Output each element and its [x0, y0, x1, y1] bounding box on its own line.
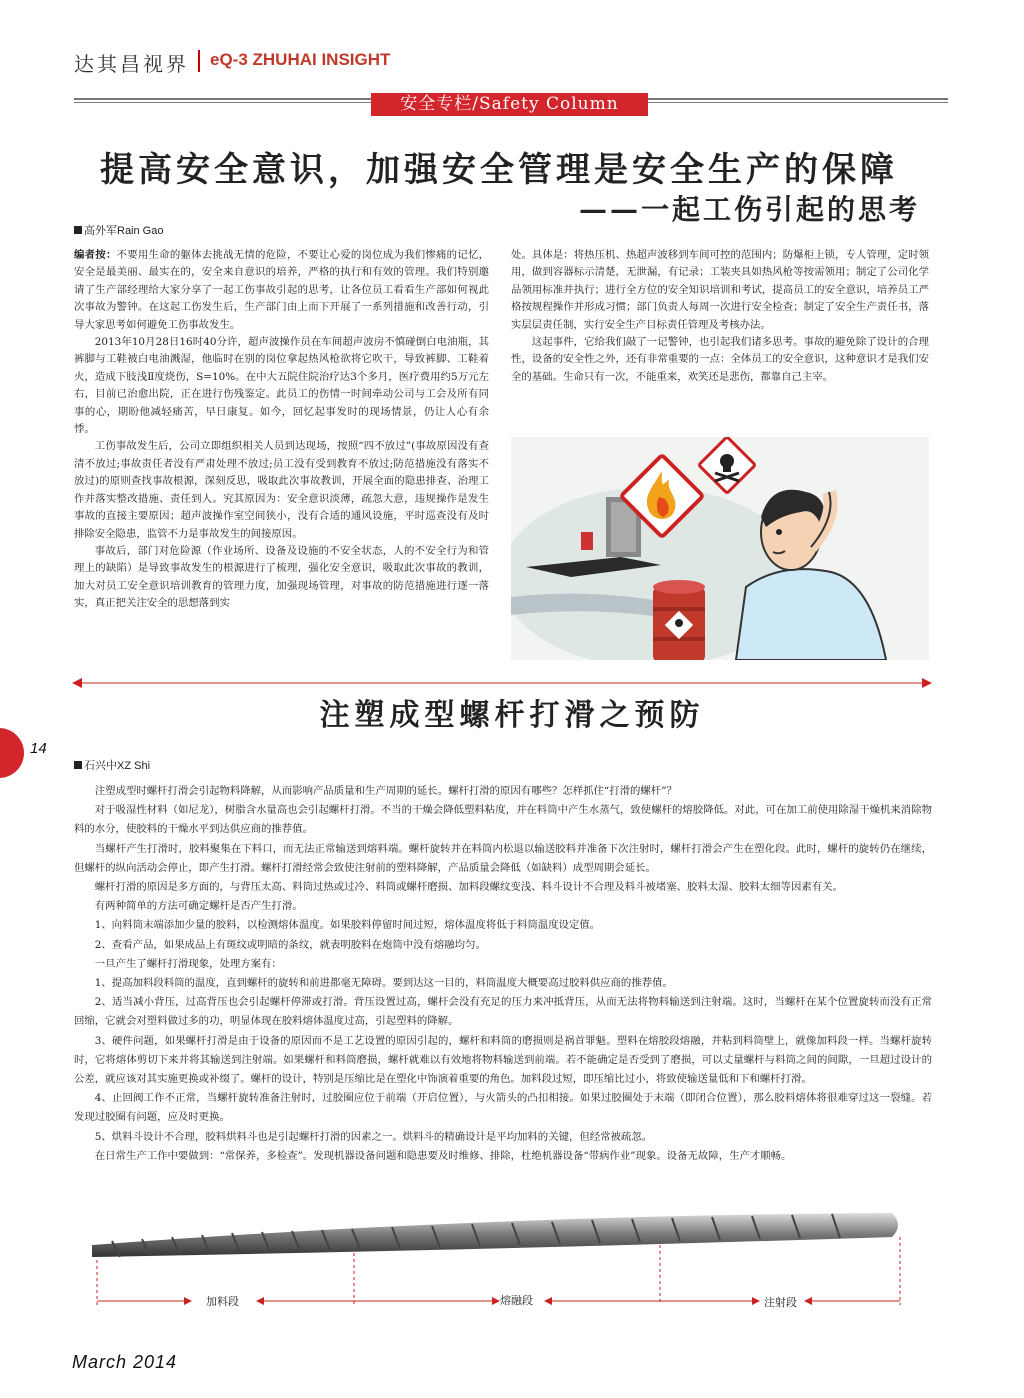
article1-paragraph: 工伤事故发生后，公司立即组织相关人员到达现场，按照“四不放过”(事故原因没有查清不放过;事故责任者没有严肃处理不放过;员工没有受到教育不放过;防范措施没有落实不放过)的原则查找事故根源，深刻反思，吸取此次事故教训，开展全面的隐患排查、治理工作并落实整改措施、责任到人。究其原因为：安全意识淡薄，疏忽大意，违规操作是发生事故的直接主要原因；超声波操作室空间狭小，没有合适的通风设施，平时巡查没有及时排除安全隐患，监管不力是事故发生的间接原因。: [74, 440, 489, 540]
screw-section-feed: 加料段: [206, 1295, 239, 1308]
article2-byline: [74, 757, 150, 773]
article1-paragraph: 这起事件，它给我们敲了一记警钟，也引起我们诸多思考。事故的避免除了设计的合理性，设备的安全性之外，还有非常重要的一点：全体员工的安全意识，这种意识才是我们安全的基础。生命只有一次，不能重来，欢笑还是悲伤，都靠自己主宰。: [511, 336, 929, 383]
editor-label: 编者按：: [74, 249, 117, 261]
article2-paragraph: 螺杆打滑的原因是多方面的，与背压太高、料筒过热或过冷、料筒或螺杆磨损、加料段螺纹变浅、料斗设计不合理及料斗被堵塞、胶料太湿、胶料太细等因素有关。: [94, 881, 843, 894]
article2-paragraph: 4、止回阀工作不正常，当螺杆旋转准备注射时，过胶圈应位于前端（开启位置），与火箭头的凸扣相接。如果过胶圈处于末端（即闭合位置），那么胶料熔体将很难穿过这一裂缝。若发现过胶圈有问题，应及时更换。: [74, 1092, 932, 1124]
article1-right-column: [511, 247, 929, 386]
editor-note: [74, 247, 489, 334]
screw-section-melt: 熔融段: [500, 1294, 533, 1307]
page-number-marker: [0, 728, 24, 778]
worried-worker-illustration: [511, 437, 929, 660]
article2-paragraph: 2、查看产品，如果成品上有斑纹或明暗的条纹，就表明胶料在炮筒中没有熔融均匀。: [94, 938, 486, 951]
article2-title: 注塑成型螺杆打滑之预防: [319, 698, 705, 733]
section-banner: 安全专栏/Safety Column: [371, 93, 648, 116]
article2-paragraph: 3、硬件问题，如果螺杆打滑是由于设备的原因而不是工艺设置的原因引起的，螺杆和料筒的磨损则是祸首罪魁。塑料在熔胶段熔融，并粘到料筒壁上，就像加料段一样。当螺杆旋转时，它将熔体剪切下来并将其输送到注射端。如果螺杆和料筒磨损，螺杆就难以有效地将物料输送到前端。若不能确定是否受到了磨损，可以丈量螺杆与料筒之间的间隙，一旦超过设计的公差，就应该对其实施更换或补缀了。螺杆的设计，特别是压缩比是在塑化中饰演着重要的角色。加料段过短，即压缩比过小，将致使输送量低和下和螺杆打滑。: [74, 1034, 932, 1086]
editor-note-text: 不要用生命的躯体去挑战无情的危险，不要让心爱的岗位成为我们惨痛的记忆，安全是最美丽、最实在的，安全来自意识的培养，严格的执行和有效的管理。我们特别邀请了生产部经理给大家分享了一起工伤事故引起的思考，让各位员工看看生产部如何视此次事故为警钟。在这起工伤发生后，生产部门由上而下开展了一系列措施和改善行动，引导大家思考如何避免工伤事故发生。: [74, 249, 489, 331]
article1-byline: [74, 222, 163, 238]
article2-paragraph: 1、提高加料段料筒的温度，直到螺杆的旋转和前进都毫无障碍。要到达这一目的，料筒温度大概要高过胶料供应商的推荐值。: [94, 977, 673, 990]
article2-paragraph: 有两种简单的方法可确定螺杆是否产生打滑。: [94, 900, 303, 913]
screw-image: [92, 1213, 898, 1257]
article2-paragraph: 一旦产生了螺杆打滑现象，处理方案有：: [94, 957, 282, 970]
safety-illustration: [511, 437, 929, 660]
section-divider-arrows: [72, 677, 932, 689]
article2-paragraph: 2、适当减小背压，过高背压也会引起螺杆停滞或打滑。背压设置过高，螺杆会没有充足的压力来冲抵背压，从而无法将物料输送到注射端。这时，当螺杆在某个位置旋转而没有正常回缩，它就会对塑料做过多的功，明显体现在胶料熔体温度过高，引起塑料的降解。: [74, 996, 932, 1028]
header-divider: [198, 50, 200, 72]
page-number: 14: [30, 740, 47, 757]
article2-paragraph: 注塑成型时螺杆打滑会引起物料降解，从而影响产品质量和生产周期的延长。螺杆打滑的原因有哪些？怎样抓住“打滑的螺杆”？: [94, 785, 677, 797]
article2-paragraph: 5、烘料斗设计不合理，胶料烘料斗也是引起螺杆打滑的因素之一。烘料斗的精确设计是平均加料的关键，但经常被疏忽。: [94, 1130, 653, 1143]
footer-date: March 2014: [72, 1352, 178, 1372]
article1-left-column: [74, 247, 489, 613]
article2-paragraph: 对于吸湿性材料（如尼龙），树脂含水量高也会引起螺杆打滑。不当的干燥会降低塑料粘度，并在料筒中产生水蒸气，致使螺杆的熔胶降低。对此，可在加工前使用除湿干燥机来消除物料的水分，使胶料的干燥水平到达供应商的推荐值。: [74, 804, 932, 836]
article1-paragraph: 事故后，部门对危险源（作业场所、设备及设施的不安全状态，人的不安全行为和管理上的缺陷）是导致事故发生的根源进行了梳理，强化安全意识，吸取此次事故的教训，加大对员工安全意识培训教育的管理力度，加强现场管理，对事故的防范措施进行逐一落实，真正把关注安全的思想落到实: [74, 544, 489, 610]
article2-author: 石兴中XZ Shi: [84, 760, 151, 772]
screw-diagram: [92, 1205, 910, 1315]
article2-paragraph: 当螺杆产生打滑时，胶料聚集在下料口，而无法正常输送到熔料端。螺杆旋转并在料筒内松退以输送胶料并准备下次注射时，螺杆打滑会产生在塑化段。此时，螺杆的旋转仍在继续，但螺杆的纵向活动会停止，即产生打滑。螺杆打滑经常会致使注射前的塑料降解，产品质量会降低（如缺料）成型周期会延长。: [74, 842, 932, 874]
toxic-hazard-icon: [699, 437, 756, 493]
article1-title: 提高安全意识，加强安全管理是安全生产的保障: [100, 150, 898, 190]
byline-square-icon: [74, 761, 82, 769]
byline-square-icon: [74, 226, 82, 234]
article1-author: 高外军Rain Gao: [84, 225, 164, 237]
magazine-title-en: eQ-3 ZHUHAI INSIGHT: [210, 50, 391, 69]
article2-paragraph: 在日常生产工作中要做到：“常保养，多检查”。发现机器设备问题和隐患要及时维修、排除，杜绝机器设备“带病作业”现象。设备无故障，生产才顺畅。: [94, 1149, 792, 1162]
magazine-title-cn: 达其昌视界: [74, 52, 189, 76]
screw-section-inject: 注射段: [764, 1296, 797, 1309]
article1-subtitle: ——一起工伤引起的思考: [578, 193, 920, 226]
article2-body: [74, 782, 932, 1166]
article1-paragraph: 2013年10月28日16时40分许，超声波操作员在车间超声波房不慎碰倒白电油瓶，其裤脚与工鞋被白电油溅湿，他临时在别的岗位拿起热风枪欲将它吹干，导致裤脚、工鞋着火，造成下肢浅Ⅱ度烧伤，S=10%。在中大五院住院治疗达3个多月，医疗费用约5万元左右，目前已治愈出院，正在进行伤残鉴定。此员工的伤情一时间牵动公司与工会及所有同事的心，期盼他减轻痛苦，早日康复。如今，回忆起事发时的现场情景，仍让人心有余悸。: [74, 336, 489, 436]
barrel-icon: [653, 580, 705, 660]
article1-paragraph: 处。具体是：将热压机、热超声波移到车间可控的范围内；防爆柜上锁，专人管理，定时领用，做到容器标示清楚，无泄漏，有记录；工装夹具如热风枪等按需领用；制定了公司化学品领用标准并执行；进行全方位的安全知识培训和考试，提高员工的安全意识，培养员工严格按规程操作并形成习惯；部门负责人每周一次进行安全检查；制定了安全生产责任书，落实层层责任制，实行安全生产目标责任管理及考核办法。: [511, 249, 929, 331]
article2-paragraph: 1、向料筒末端添加少量的胶料，以检测熔体温度。如果胶料停留时间过短，熔体温度将低于料筒温度设定值。: [94, 919, 601, 932]
